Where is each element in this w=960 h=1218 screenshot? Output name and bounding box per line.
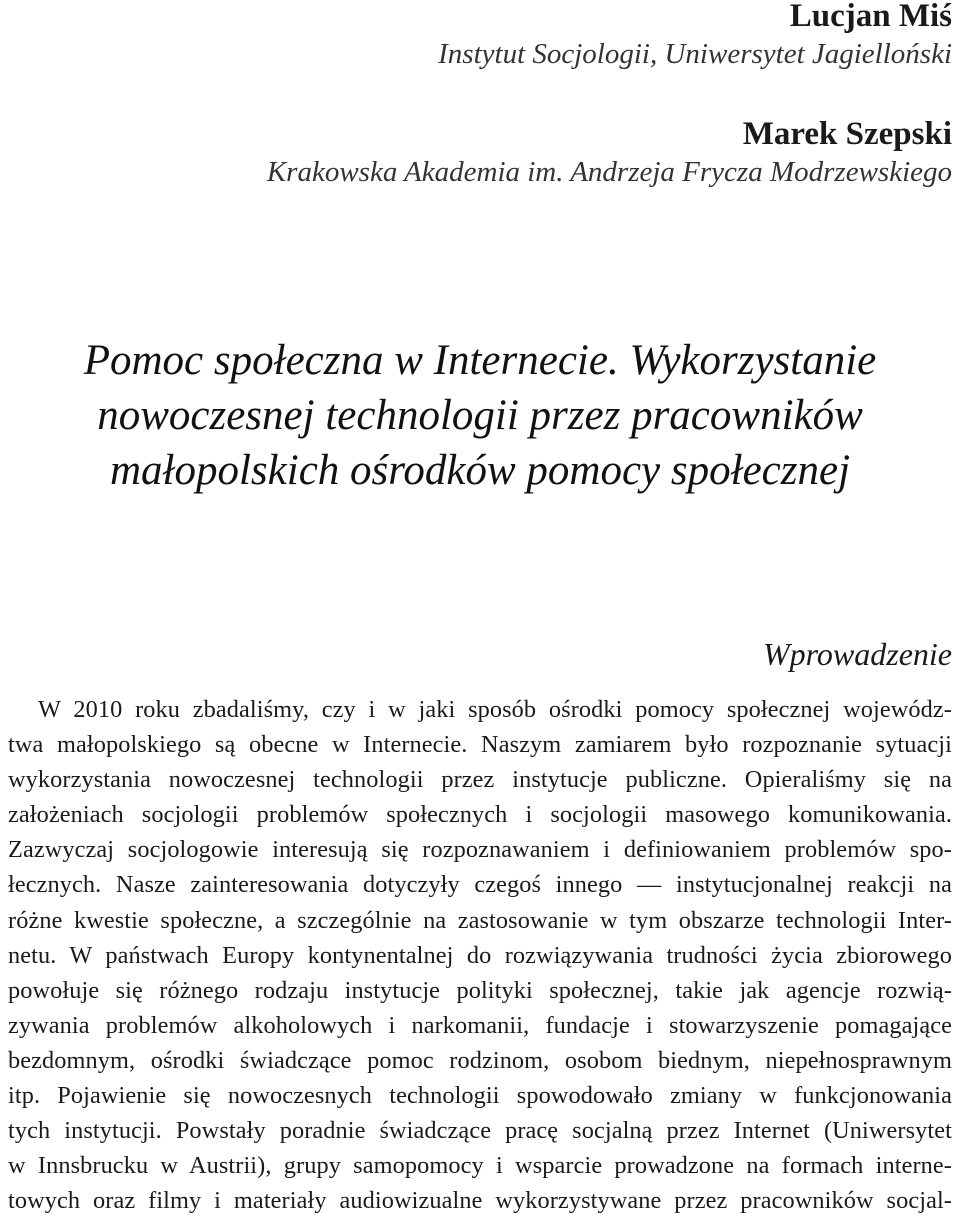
- article-title: [0, 333, 960, 498]
- title-line: nowoczesnej technologii przez pracowników: [97, 392, 863, 439]
- text-line: w Innsbrucku w Austrii), grupy samopomocy i wsparcie prowadzone na formach interne-: [8, 1152, 952, 1180]
- text-line: tych instytucji. Powstały poradnie świadczące pracę socjalną przez Internet (Uniwersytet: [8, 1117, 952, 1145]
- text-line: wykorzystania nowoczesnej technologii przez instytucje publiczne. Opieraliśmy się na: [8, 766, 952, 794]
- text-line: netu. W państwach Europy kontynentalnej do rozwiązywania trudności życia zbiorowego: [8, 941, 952, 969]
- text-line: itp. Pojawienie się nowoczesnych technologii spowodowało zmiany w funkcjonowania: [8, 1082, 952, 1110]
- text-line: zywania problemów alkoholowych i narkomanii, fundacje i stowarzyszenie pomagające: [8, 1011, 952, 1039]
- text-line: łecznych. Nasze zainteresowania dotyczyły czegoś innego — instytucjonalnej reakcji na: [8, 871, 952, 899]
- text-line: W 2010 roku zbadaliśmy, czy i w jaki sposób ośrodki pomocy społecznej wojewódz-: [38, 696, 952, 723]
- title-line: małopolskich ośrodków pomocy społecznej: [109, 447, 851, 494]
- author-affiliation: Instytut Socjologii, Uniwersytet Jagielloński: [438, 38, 952, 70]
- author-affiliation: Krakowska Akademia im. Andrzeja Frycza Modrzewskiego: [266, 156, 952, 188]
- body-paragraph: [8, 692, 952, 1218]
- author-block-2: [267, 114, 952, 190]
- text-line: różne kwestie społeczne, a szczególnie na zastosowanie w tym obszarze technologii Inter-: [8, 906, 952, 934]
- author-name: Marek Szepski: [742, 116, 952, 152]
- text-line: towych oraz filmy i materiały audiowizualne wykorzystywane przez pracowników socjal-: [8, 1187, 952, 1215]
- title-line: Pomoc społeczna w Internecie. Wykorzystanie: [83, 337, 877, 384]
- text-line: twa małopolskiego są obecne w Internecie. Naszym zamiarem było rozpoznanie sytuacji: [8, 731, 952, 759]
- author-name: Lucjan Miś: [789, 0, 952, 34]
- text-line: powołuje się różnego rodzaju instytucje polityki społecznej, takie jak agencje rozwią-: [8, 976, 952, 1004]
- text-line: bezdomnym, ośrodki świadczące pomoc rodzinom, osobom biednym, niepełnosprawnym: [8, 1046, 952, 1074]
- text-line: Zazwyczaj socjologowie interesują się rozpoznawaniem i definiowaniem problemów spo-: [8, 836, 952, 864]
- author-block-1: [438, 0, 952, 72]
- section-heading: Wprowadzenie: [762, 636, 952, 672]
- text-line: założeniach socjologii problemów społecznych i socjologii masowego komunikowania.: [8, 801, 952, 829]
